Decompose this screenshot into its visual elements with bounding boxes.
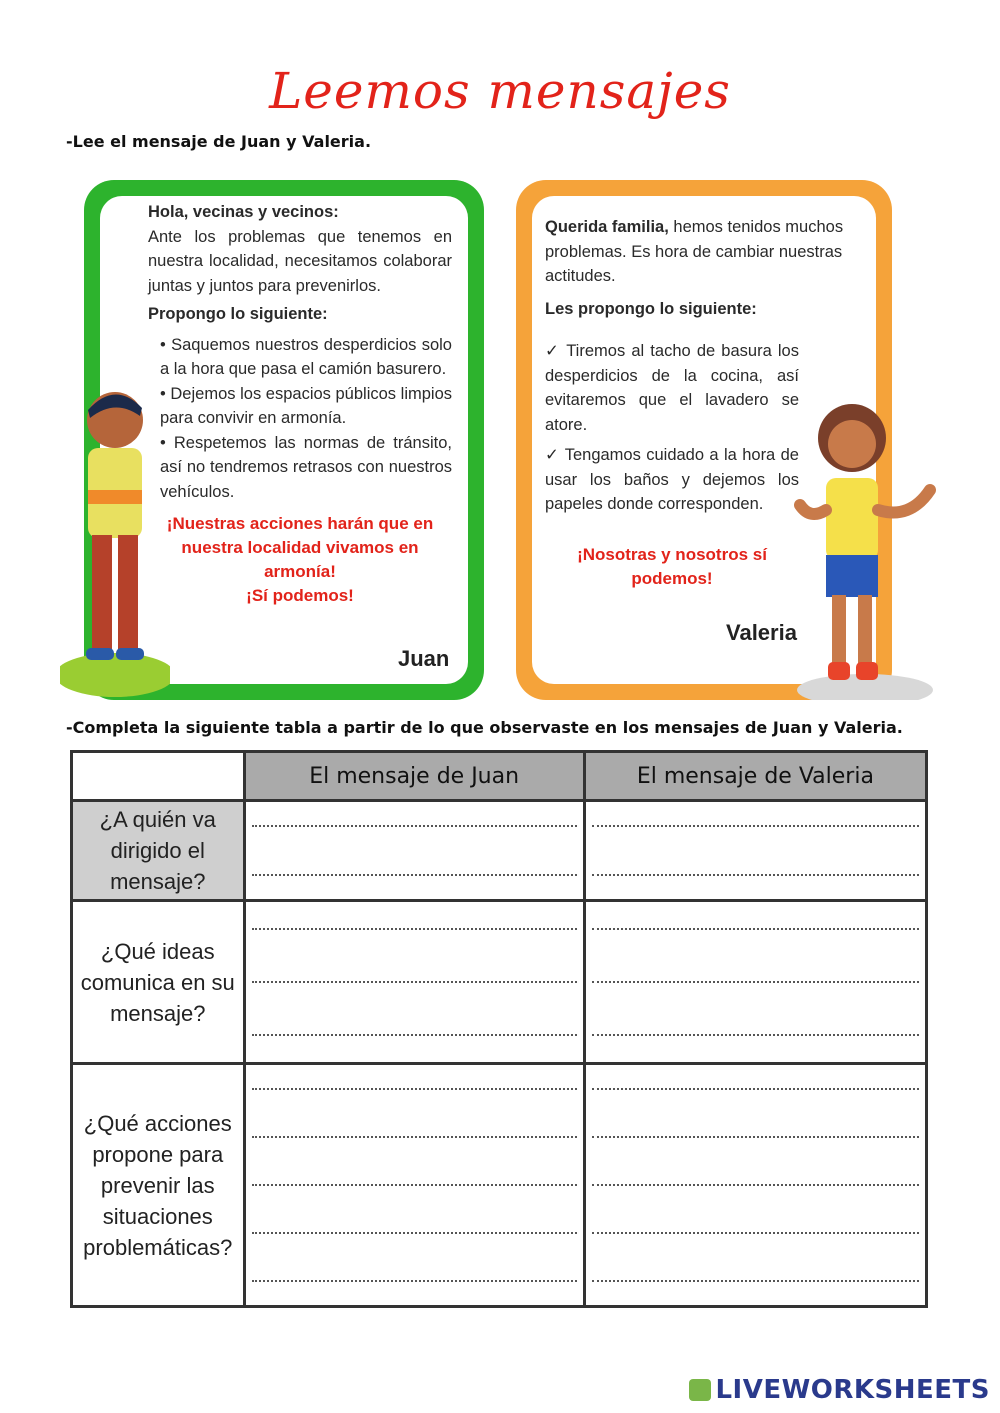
table-corner [72, 752, 245, 801]
juan-item-3: • Respetemos las normas de tránsito, así no tendremos retrasos con nuestros vehículos. [160, 433, 452, 501]
juan-item-1: • Saquemos nuestros desperdicios solo a la hora que pasa el camión basurero. [160, 335, 452, 378]
valeria-intro: hemos tenidos muchos problemas. Es hora de cambiar nuestras actitudes. [545, 218, 844, 285]
juan-greeting: Hola, vecinas y vecinos: [148, 203, 339, 221]
answer-table [70, 750, 928, 1308]
juan-item-2: • Dejemos los espacios públicos limpios para convivir en armonía. [160, 384, 452, 427]
question-2: ¿Qué ideas comunica en su mensaje? [72, 901, 245, 1064]
header-juan: El mensaje de Juan [244, 752, 584, 801]
juan-closing: ¡Nuestras acciones harán que en nuestra localidad vivamos en armonía! [166, 514, 434, 581]
question-3: ¿Qué acciones propone para prevenir las situaciones problemáticas? [72, 1064, 245, 1307]
answer-juan-1[interactable] [244, 801, 584, 901]
juan-closing-2: ¡Sí podemos! [246, 586, 354, 605]
answer-valeria-3[interactable] [584, 1064, 926, 1307]
valeria-item-2: ✓ Tengamos cuidado a la hora de usar los baños y dejemos los papeles donde corresponden. [545, 446, 799, 513]
valeria-propose: Les propongo lo siguiente: [545, 299, 757, 318]
header-valeria: El mensaje de Valeria [584, 752, 926, 801]
juan-propose: Propongo lo siguiente: [148, 305, 328, 323]
liveworksheets-logo: LIVEWORKSHEETS [689, 1375, 990, 1405]
instruction-complete: -Completa la siguiente tabla a partir de lo que observaste en los mensajes de Juan y Valeria. [66, 718, 903, 737]
valeria-greeting: Querida familia, [545, 218, 669, 236]
juan-signature: Juan [398, 646, 450, 671]
valeria-item-1: ✓ Tiremos al tacho de basura los desperdicios de la cocina, así evitaremos que el lavadero se atore. [545, 342, 799, 434]
juan-intro: Ante los problemas que tenemos en nuestra localidad, necesitamos colaborar juntas y juntos para prevenirlos. [148, 227, 452, 295]
answer-juan-3[interactable] [244, 1064, 584, 1307]
valeria-signature: Valeria [726, 620, 797, 645]
answer-valeria-1[interactable] [584, 801, 926, 901]
valeria-illustration [790, 400, 940, 700]
question-1: ¿A quién va dirigido el mensaje? [72, 801, 245, 901]
instruction-read: -Lee el mensaje de Juan y Valeria. [66, 132, 372, 151]
answer-juan-2[interactable] [244, 901, 584, 1064]
page-title: Leemos mensajes [269, 62, 731, 120]
valeria-closing: ¡Nosotras y nosotros sí podemos! [577, 544, 767, 588]
juan-message-text [148, 200, 452, 608]
answer-valeria-2[interactable] [584, 901, 926, 1064]
